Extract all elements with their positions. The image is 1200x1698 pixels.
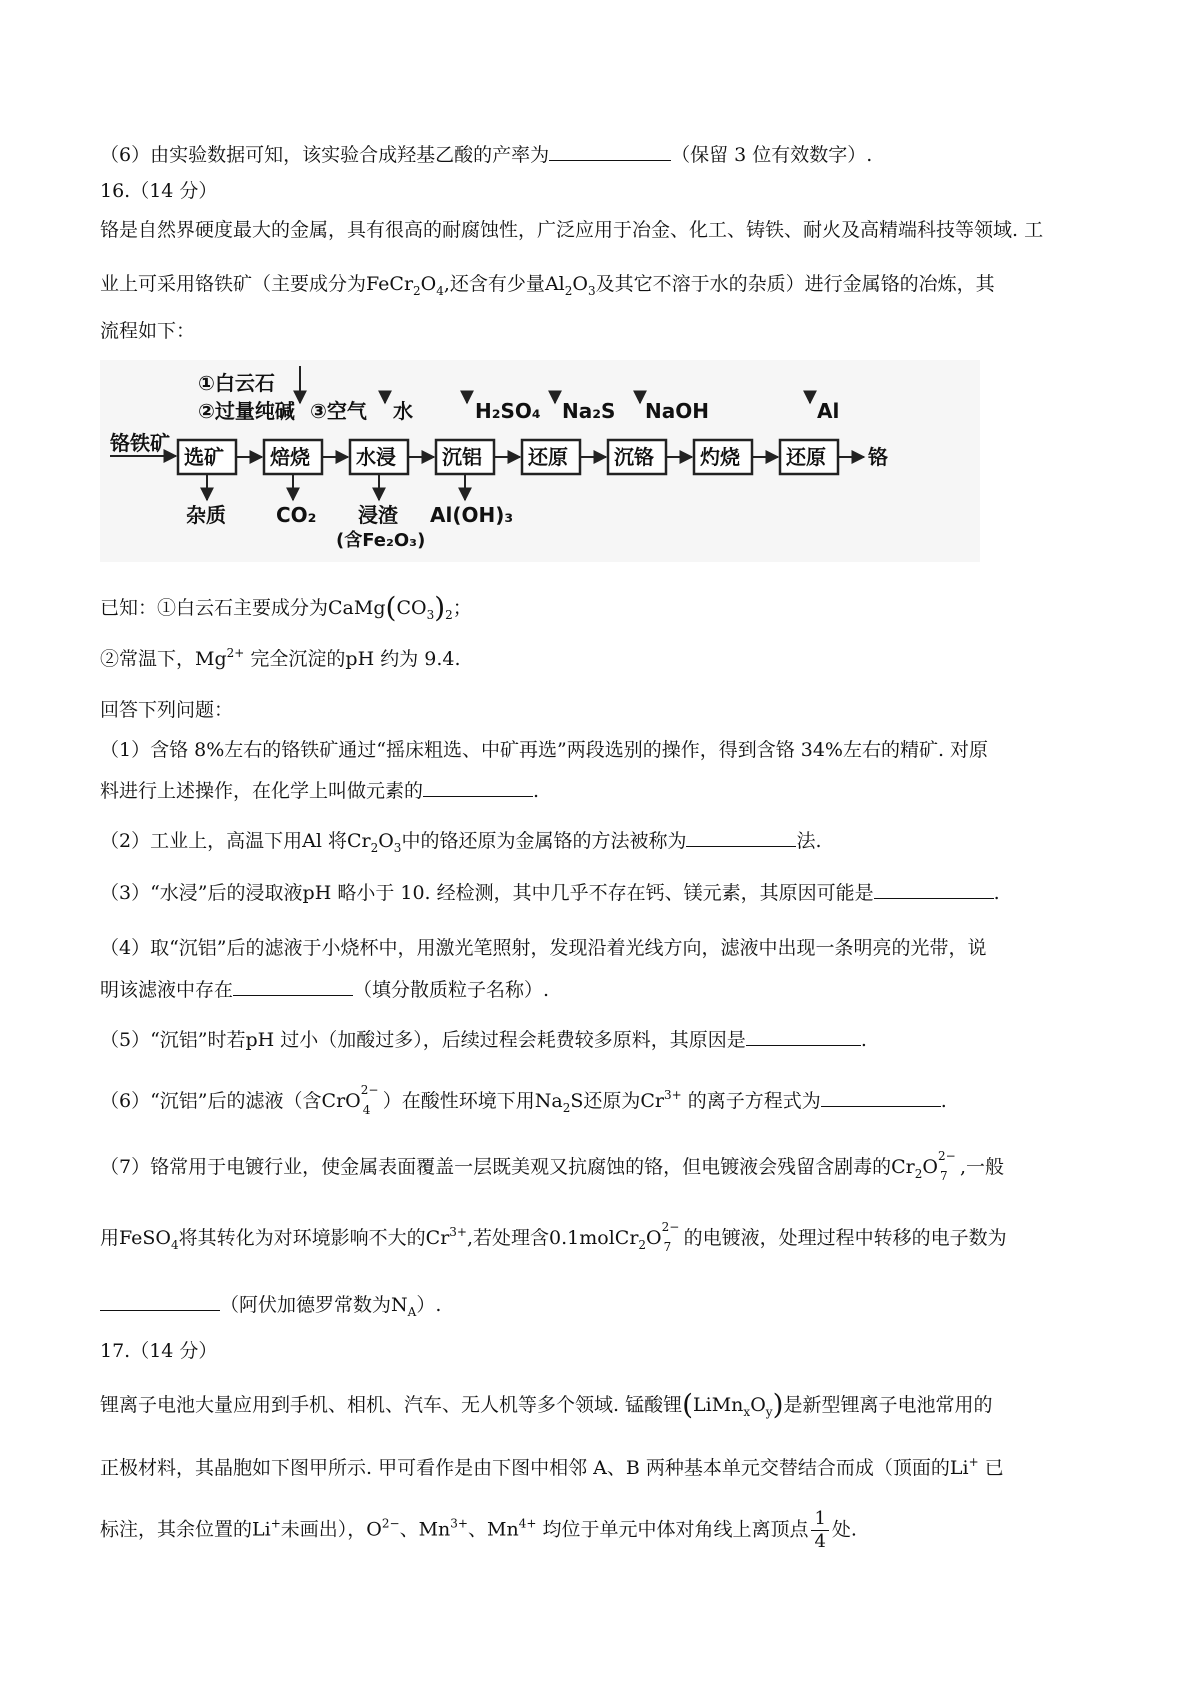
question-17-line-3: 标注，其余位置的Li+未画出），$O^{2-}$、$Mn^{3+}$、$Mn^{4+}$ 均位于单元中体对角线上离顶点 $\frac{1}{4}$ 处. xyxy=(100,1508,857,1552)
part-4-line-1: （4）取“沉铝”后的滤液于小烧杯中，用激光笔照射，发现沿着光线方向，滤液中出现一条明亮的光带，说 xyxy=(100,937,987,959)
fraction-one-quarter: $\frac{1}{4}$ xyxy=(811,1508,828,1553)
answer-blank-3[interactable] xyxy=(874,878,994,899)
question-16-header: 16.（14 分） xyxy=(100,180,218,202)
flow-output: 铬 xyxy=(868,445,888,469)
step-label-8: 还原 xyxy=(786,445,826,469)
output-residue-note: (含Fe₂O₃) xyxy=(336,530,426,551)
part-6: （6）“沉铝”后的滤液（含CrO 2− 4 ）在酸性环境下用$Na_2S$还原为$Cr^{3+}$ 的离子方程式为 . xyxy=(100,1083,947,1117)
step-label-1: 选矿 xyxy=(184,445,224,469)
known-1: 已知：①白云石主要成分为$CaMg(CO_3)_2$； xyxy=(100,591,472,624)
output-aloh3: Al(OH)₃ xyxy=(430,503,514,527)
answer-blank[interactable] xyxy=(549,140,671,161)
step-label-7: 灼烧 xyxy=(700,445,740,469)
output-co2: CO₂ xyxy=(276,503,317,527)
question-16-intro-line-1: 铬是自然界硬度最大的金属，具有很高的耐腐蚀性，广泛应用于冶金、化工、铸铁、耐火及高精端科技等领域. 工 xyxy=(100,219,1044,241)
part-3: （3）“水浸”后的浸取液pH 略小于 10. 经检测，其中几乎不存在钙、镁元素，其原因可能是 . xyxy=(100,878,1000,906)
answer-intro: 回答下列问题： xyxy=(100,699,234,721)
reagent-water: 水 xyxy=(393,399,413,423)
step-label-2: 焙烧 xyxy=(270,445,310,469)
part-1-line-2: 料进行上述操作，在化学上叫做元素的 . xyxy=(100,776,539,804)
question-15-part-6: （6）由实验数据可知，该实验合成羟基乙酸的产率为 （保留 3 位有效数字）. xyxy=(100,140,872,168)
answer-blank-4[interactable] xyxy=(233,975,353,996)
flow-input: 铬铁矿 xyxy=(110,431,170,455)
part-5: （5）“沉铝”时若pH 过小（加酸过多），后续过程会耗费较多原料，其原因是 . xyxy=(100,1025,867,1053)
question-17-line-2: 正极材料，其晶胞如下图甲所示. 甲可看作是由下图中相邻 A、B 两种基本单元交替结合而成（顶面的Li+ 已 xyxy=(100,1455,1004,1479)
answer-blank-6[interactable] xyxy=(821,1086,941,1107)
reagent-al: Al xyxy=(817,399,840,423)
reagent-h2so4: H₂SO₄ xyxy=(475,399,541,423)
output-leach-residue: 浸渣 xyxy=(358,503,398,527)
step-label-5: 还原 xyxy=(528,445,568,469)
reagent-air: ③空气 xyxy=(310,399,367,423)
question-16-intro-line-3: 流程如下： xyxy=(100,320,196,342)
part-4-line-2: 明该滤液中存在 （填分散质粒子名称）. xyxy=(100,975,549,1003)
answer-blank-7[interactable] xyxy=(100,1290,220,1311)
part-7-line-2: 用FeSO$_4$将其转化为对环境影响不大的$Cr^{3+}$,若处理含0.1molCr$_2$O 2− 7 的电镀液，处理过程中转移的电子数为 xyxy=(100,1220,1007,1254)
known-2: ②常温下，$Mg^{2+}$ 完全沉淀的pH 约为 9.4. xyxy=(100,646,461,670)
step-label-3: 水浸 xyxy=(356,445,396,469)
part-7-line-3: （阿伏加德罗常数为$N_A$）. xyxy=(100,1290,441,1318)
answer-blank-1[interactable] xyxy=(423,776,533,797)
output-impurity: 杂质 xyxy=(186,503,226,527)
question-16-intro-line-2: 业上可采用铬铁矿（主要成分为$FeCr_2O_4$,还含有少量$Al_2O_3$及其它不溶于水的杂质）进行金属铬的冶炼，其 xyxy=(100,273,995,298)
part-1-line-1: （1）含铬 8%左右的铬铁矿通过“摇床粗选、中矿再选”两段选别的操作，得到含铬 34%左右的精矿. 对原 xyxy=(100,739,989,761)
question-17-line-1: 锂离子电池大量应用到手机、相机、汽车、无人机等多个领域. 锰酸锂$(LiMn_xO_y)$是新型锂离子电池常用的 xyxy=(100,1388,993,1421)
part-2: （2）工业上，高温下用Al 将$Cr_2O_3$中的铬还原为金属铬的方法被称为 法. xyxy=(100,826,822,854)
reagent-dolomite: ①白云石 xyxy=(198,371,275,395)
answer-blank-2[interactable] xyxy=(686,826,796,847)
step-label-6: 沉铬 xyxy=(614,445,654,469)
process-flow-diagram xyxy=(100,360,980,562)
reagent-soda-ash: ②过量纯碱 xyxy=(198,399,295,423)
reagent-naoh: NaOH xyxy=(645,399,709,423)
reagent-na2s: Na₂S xyxy=(562,399,616,423)
question-17-header: 17.（14 分） xyxy=(100,1340,218,1362)
part-7-line-1: （7）铬常用于电镀行业，使金属表面覆盖一层既美观又抗腐蚀的铬，但电镀液会残留含剧毒的$Cr_2O$ 2− 7 ,一般 xyxy=(100,1149,1004,1183)
step-label-4: 沉铝 xyxy=(442,445,482,469)
answer-blank-5[interactable] xyxy=(746,1025,861,1046)
